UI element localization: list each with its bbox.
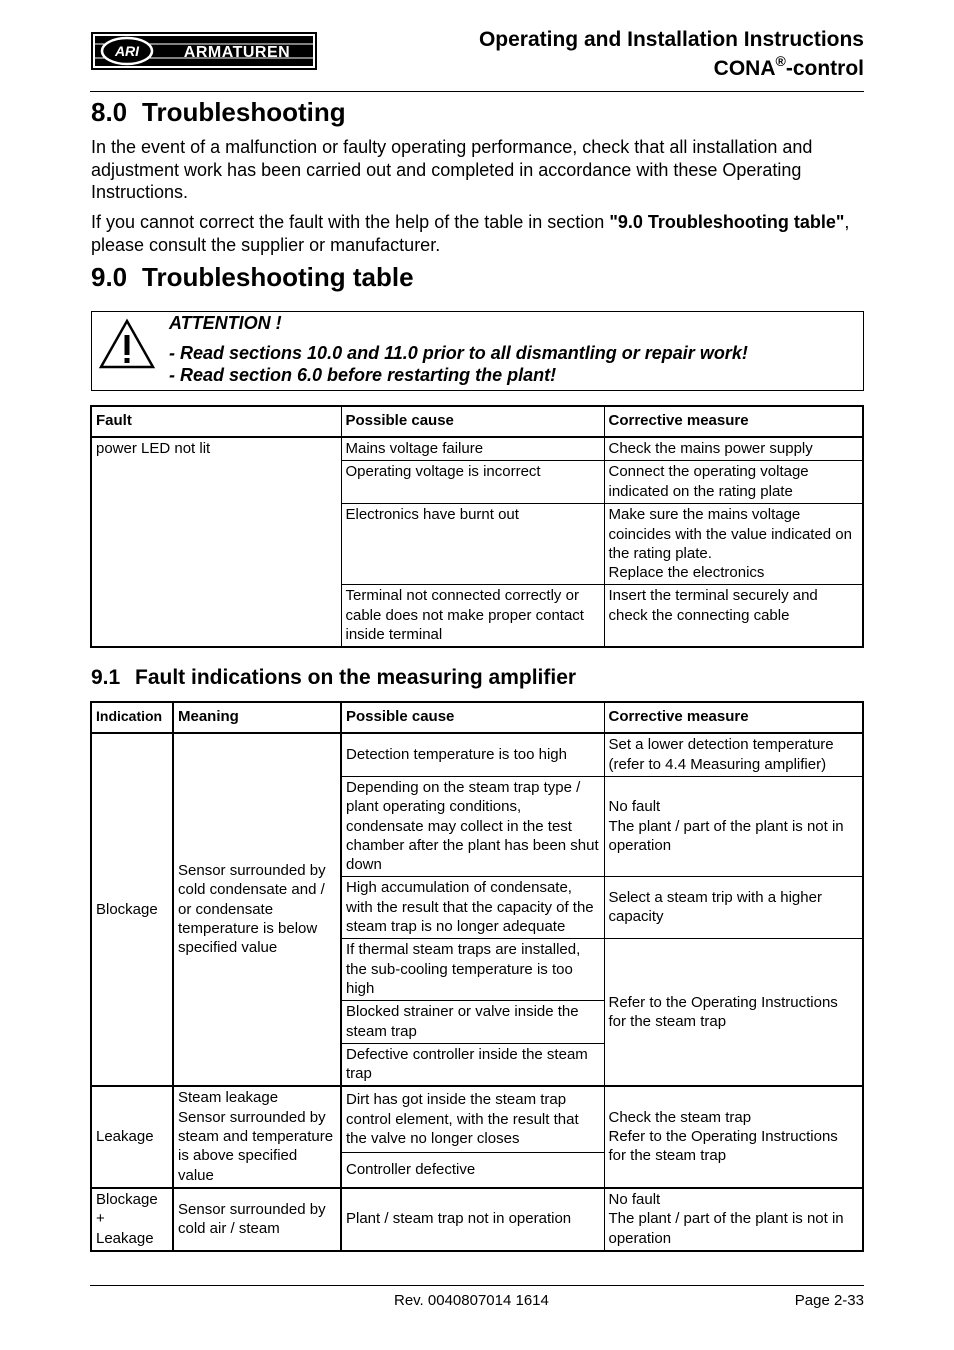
measure-cell: Make sure the mains voltage coincides with the value indicated on the rating plate. Replace the electronics	[604, 504, 863, 585]
cause-cell: Operating voltage is incorrect	[341, 461, 604, 504]
header-meaning: Meaning	[173, 702, 341, 733]
svg-text:ARMATUREN: ARMATUREN	[183, 44, 291, 61]
ari-armaturen-logo	[91, 32, 317, 70]
cause-cell: Controller defective	[341, 1152, 604, 1188]
cause-cell: Defective controller inside the steam trap	[341, 1043, 604, 1086]
section-8-heading: 8.0 Troubleshooting	[91, 97, 346, 127]
attention-line-1: - Read sections 10.0 and 11.0 prior to all dismantling or repair work!	[169, 343, 748, 363]
section-9-1-heading: 9.1 Fault indications on the measuring amplifier	[91, 666, 577, 689]
header-corrective-measure: Corrective measure	[604, 702, 863, 733]
cause-cell: Mains voltage failure	[341, 437, 604, 461]
table-row	[91, 733, 863, 777]
warning-triangle-icon	[98, 318, 156, 370]
svg-text:ARI: ARI	[114, 43, 140, 59]
cause-cell: Dirt has got inside the steam trap control element, with the result that the valve no longer closes	[341, 1086, 604, 1152]
measure-cell: Check the mains power supply	[604, 437, 863, 461]
header-corrective-measure: Corrective measure	[604, 406, 863, 437]
document-title-line2: CONA®-control	[713, 53, 864, 80]
measure-cell: Refer to the Operating Instructions for the steam trap	[604, 939, 863, 1087]
cause-cell: Plant / steam trap not in operation	[341, 1188, 604, 1251]
cause-cell: Terminal not connected correctly or cable does not make proper contact inside terminal	[341, 585, 604, 647]
fault-indications-table	[90, 701, 864, 1252]
section-8-paragraph-1: In the event of a malfunction or faulty operating performance, check that all installation and adjustment work has been carried out and completed in accordance with these Operating Instructions.	[91, 137, 813, 202]
measure-cell: Connect the operating voltage indicated on the rating plate	[604, 461, 863, 504]
table-header-row	[91, 702, 863, 733]
document-title	[479, 25, 864, 83]
revision-number: Rev. 0040807014 1614	[394, 1292, 549, 1309]
cause-cell: Electronics have burnt out	[341, 504, 604, 585]
troubleshooting-table	[90, 405, 864, 648]
header-possible-cause: Possible cause	[341, 702, 604, 733]
measure-cell: Check the steam trap Refer to the Operating Instructions for the steam trap	[604, 1086, 863, 1187]
indication-blockage: Blockage	[91, 733, 173, 1086]
meaning-blockage: Sensor surrounded by cold condensate and / or condensate temperature is below specified value	[173, 733, 341, 1086]
meaning-leakage: Steam leakage Sensor surrounded by steam and temperature is above specified value	[173, 1086, 341, 1187]
header-possible-cause: Possible cause	[341, 406, 604, 437]
meaning-blockage-leakage: Sensor surrounded by cold air / steam	[173, 1188, 341, 1251]
cause-cell: If thermal steam traps are installed, the sub-cooling temperature is too high	[341, 939, 604, 1001]
header-indication: Indication	[91, 702, 173, 733]
cause-cell: High accumulation of condensate, with the result that the capacity of the steam trap is no longer adequate	[341, 877, 604, 939]
measure-cell: Set a lower detection temperature (refer to 4.4 Measuring amplifier)	[604, 733, 863, 777]
page-footer	[90, 1285, 864, 1309]
measure-cell: Insert the terminal securely and check the connecting cable	[604, 585, 863, 647]
measure-cell: No fault The plant / part of the plant is not in operation	[604, 1188, 863, 1251]
cause-cell: Depending on the steam trap type / plant operating conditions, condensate may collect in the test chamber after the plant has been shut down	[341, 777, 604, 877]
table-row	[91, 1188, 863, 1251]
fault-cell: power LED not lit	[91, 437, 341, 647]
attention-line-2: - Read section 6.0 before restarting the plant!	[169, 365, 557, 385]
measure-cell: Select a steam trip with a higher capacity	[604, 877, 863, 939]
indication-blockage-leakage: Blockage + Leakage	[91, 1188, 173, 1251]
header-fault: Fault	[91, 406, 341, 437]
page-number: Page 2-33	[794, 1292, 864, 1309]
indication-leakage: Leakage	[91, 1086, 173, 1187]
cause-cell: Blocked strainer or valve inside the steam trap	[341, 1001, 604, 1044]
table-row	[91, 1086, 863, 1152]
table-header-row	[91, 406, 863, 437]
measure-cell: No fault The plant / part of the plant is not in operation	[604, 777, 863, 877]
page-header	[90, 25, 864, 92]
document-title-line1: Operating and Installation Instructions	[478, 28, 864, 51]
cause-cell: Detection temperature is too high	[341, 733, 604, 777]
section-9-heading: 9.0 Troubleshooting table	[91, 262, 414, 292]
section-8-paragraph-2: If you cannot correct the fault with the help of the table in section "9.0 Troubleshooting table", please consult the supplier or manufacturer.	[91, 212, 850, 255]
table-row	[91, 437, 863, 461]
attention-heading: ATTENTION !	[169, 313, 282, 333]
attention-box	[91, 311, 864, 391]
